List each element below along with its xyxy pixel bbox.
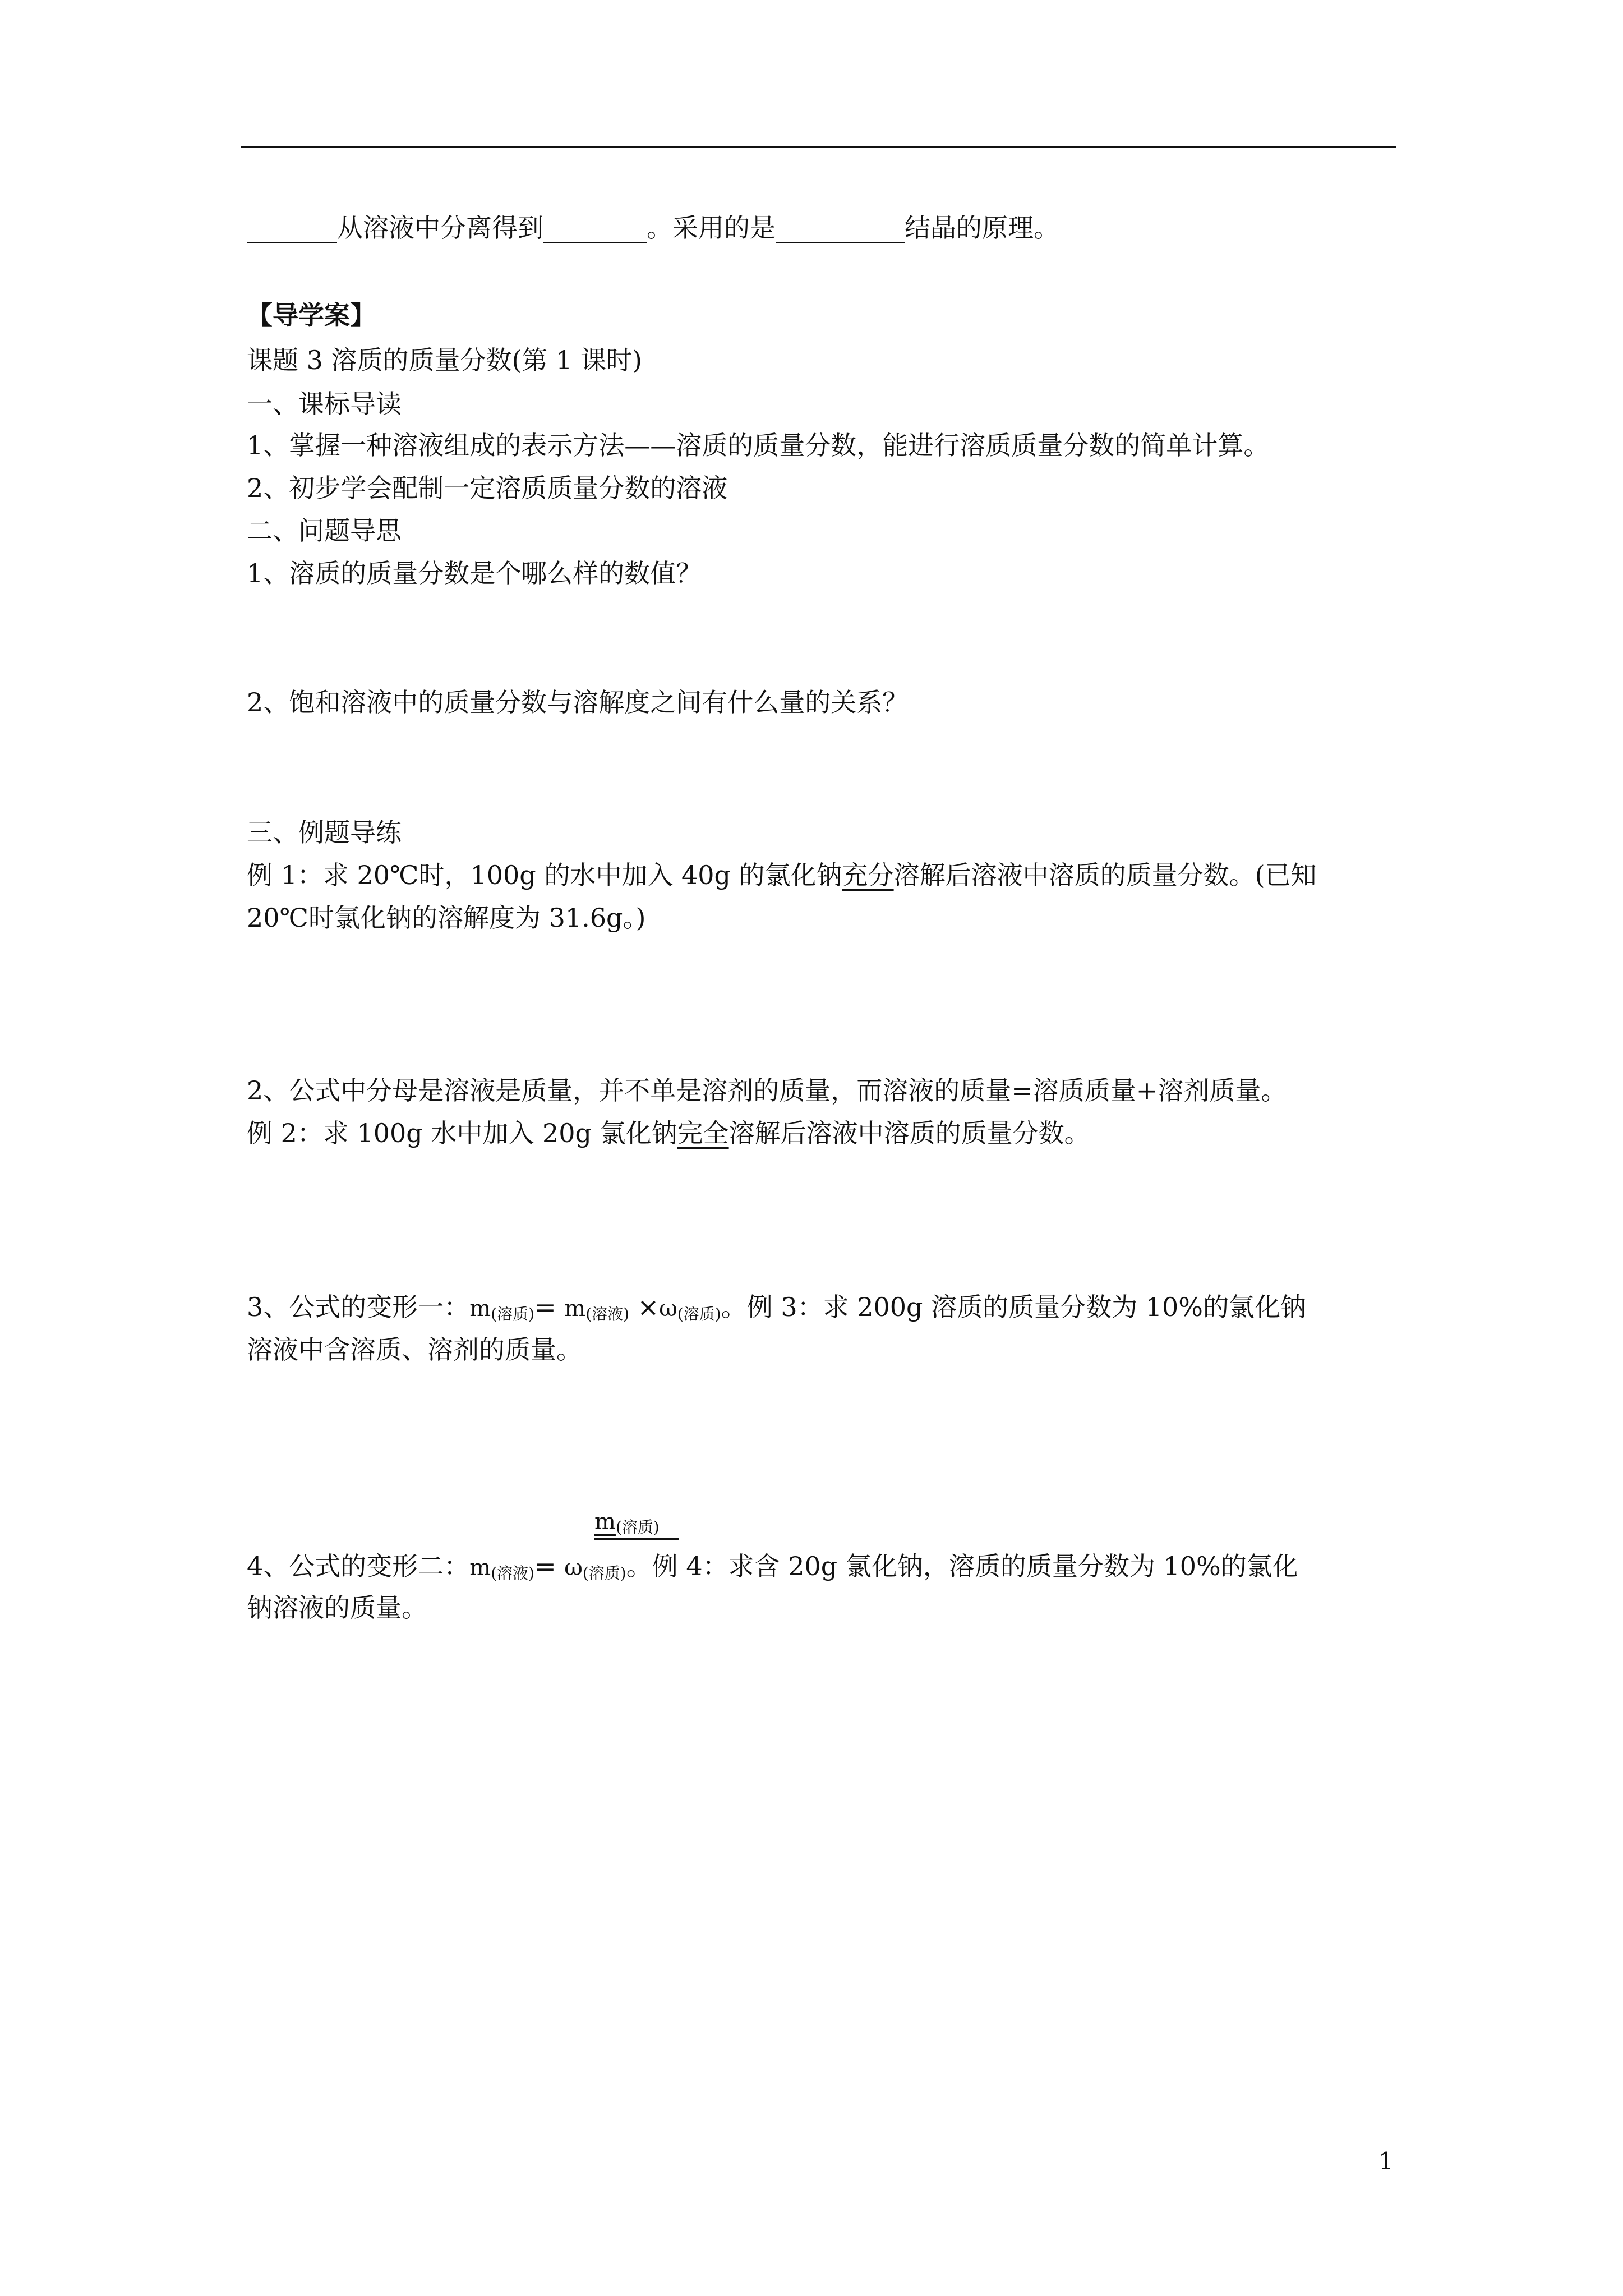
formula-4-sub-solution: (溶液) [491,1564,535,1582]
example-2-pre: 例 2：求 100g 水中加入 20g 氯化钠 [247,1118,677,1148]
example-2-post: 溶解后溶液中溶质的质量分数。 [728,1118,1090,1148]
part3-heading: 三、例题导练 [247,817,402,848]
question-1: 1、溶质的质量分数是个哪么样的数值？ [247,558,702,588]
part2-heading: 二、问题导思 [247,516,402,546]
part1-item-1: 1、掌握一种溶液组成的表示方法——溶质的质量分数，能进行溶质质量分数的简单计算。 [247,430,1270,461]
formula-3-sub-solution: (溶液) [585,1305,630,1323]
example-1-pre: 例 1：求 20℃时，100g 的水中加入 40g 的氯化钠 [247,860,842,890]
question-2: 2、饱和溶液中的质量分数与溶解度之间有什么量的关系？ [247,687,909,717]
formula-4-m-solution: m [469,1555,491,1581]
formula-4-sub-omega: (溶质) [582,1564,626,1582]
blank-3: __________ [776,213,905,243]
formula-3-times: × [629,1292,660,1322]
example-1-line-2: 20℃时氯化钠的溶解度为 31.6g。) [247,903,646,933]
fraction-numerator-m: m [594,1509,616,1535]
formula-3-line-1 [247,1290,1306,1331]
fraction-numerator-sub: (溶质) [615,1518,660,1536]
example-2 [247,1116,1090,1150]
formula-3-m-solute: m [469,1296,491,1322]
blank-2: ________ [543,213,647,243]
formula-3-equals: = [534,1292,565,1322]
example-2-underlined: 完全 [677,1118,729,1148]
blank-1: _______ [247,213,337,243]
fill-text-2: 。采用的是 [647,213,776,243]
part1-heading: 一、课标导读 [247,389,402,419]
fraction-numerator [594,1508,660,1542]
fill-text-3: 结晶的原理。 [905,213,1059,243]
header-rule [241,146,1396,148]
page-number: 1 [1378,2147,1394,2175]
example-1-underlined: 充分 [842,860,894,890]
formula-3-m-solution: m [564,1296,586,1322]
fill-blank-line [247,211,1059,245]
lesson-title: 课题 3 溶质的质量分数(第 1 课时) [247,345,642,375]
fraction-bar [594,1538,679,1540]
formula-3-omega: ω [659,1296,677,1322]
formula-4-line-2: 钠溶液的质量。 [247,1593,427,1623]
example-1-line-1 [247,858,1317,892]
formula-4-line-1 [247,1549,1298,1590]
part1-item-2: 2、初步学会配制一定溶质质量分数的溶液 [247,473,728,503]
section-title: 【导学案】 [247,300,376,330]
formula-4-equals: = [534,1551,565,1581]
formula-4-omega: ω [564,1555,583,1581]
example-1-post: 溶解后溶液中溶质的质量分数。(已知 [893,860,1317,890]
formula-3-sub-solute: (溶质) [491,1305,535,1323]
fill-text-1: 从溶液中分离得到 [337,213,543,243]
formula-4-prefix: 4、公式的变形二： [247,1551,470,1581]
formula-3-suffix: 。例 3：求 200g 溶质的质量分数为 10%的氯化钠 [721,1292,1306,1322]
formula-3-sub-omega: (溶质) [677,1305,721,1323]
formula-3-line-2: 溶液中含溶质、溶剂的质量。 [247,1335,582,1365]
note-2: 2、公式中分母是溶液是质量，并不单是溶剂的质量，而溶液的质量=溶质质量+溶剂质量。 [247,1075,1287,1106]
formula-3-prefix: 3、公式的变形一： [247,1292,470,1322]
formula-4-suffix: 。例 4：求含 20g 氯化钠，溶质的质量分数为 10%的氯化 [626,1551,1298,1581]
